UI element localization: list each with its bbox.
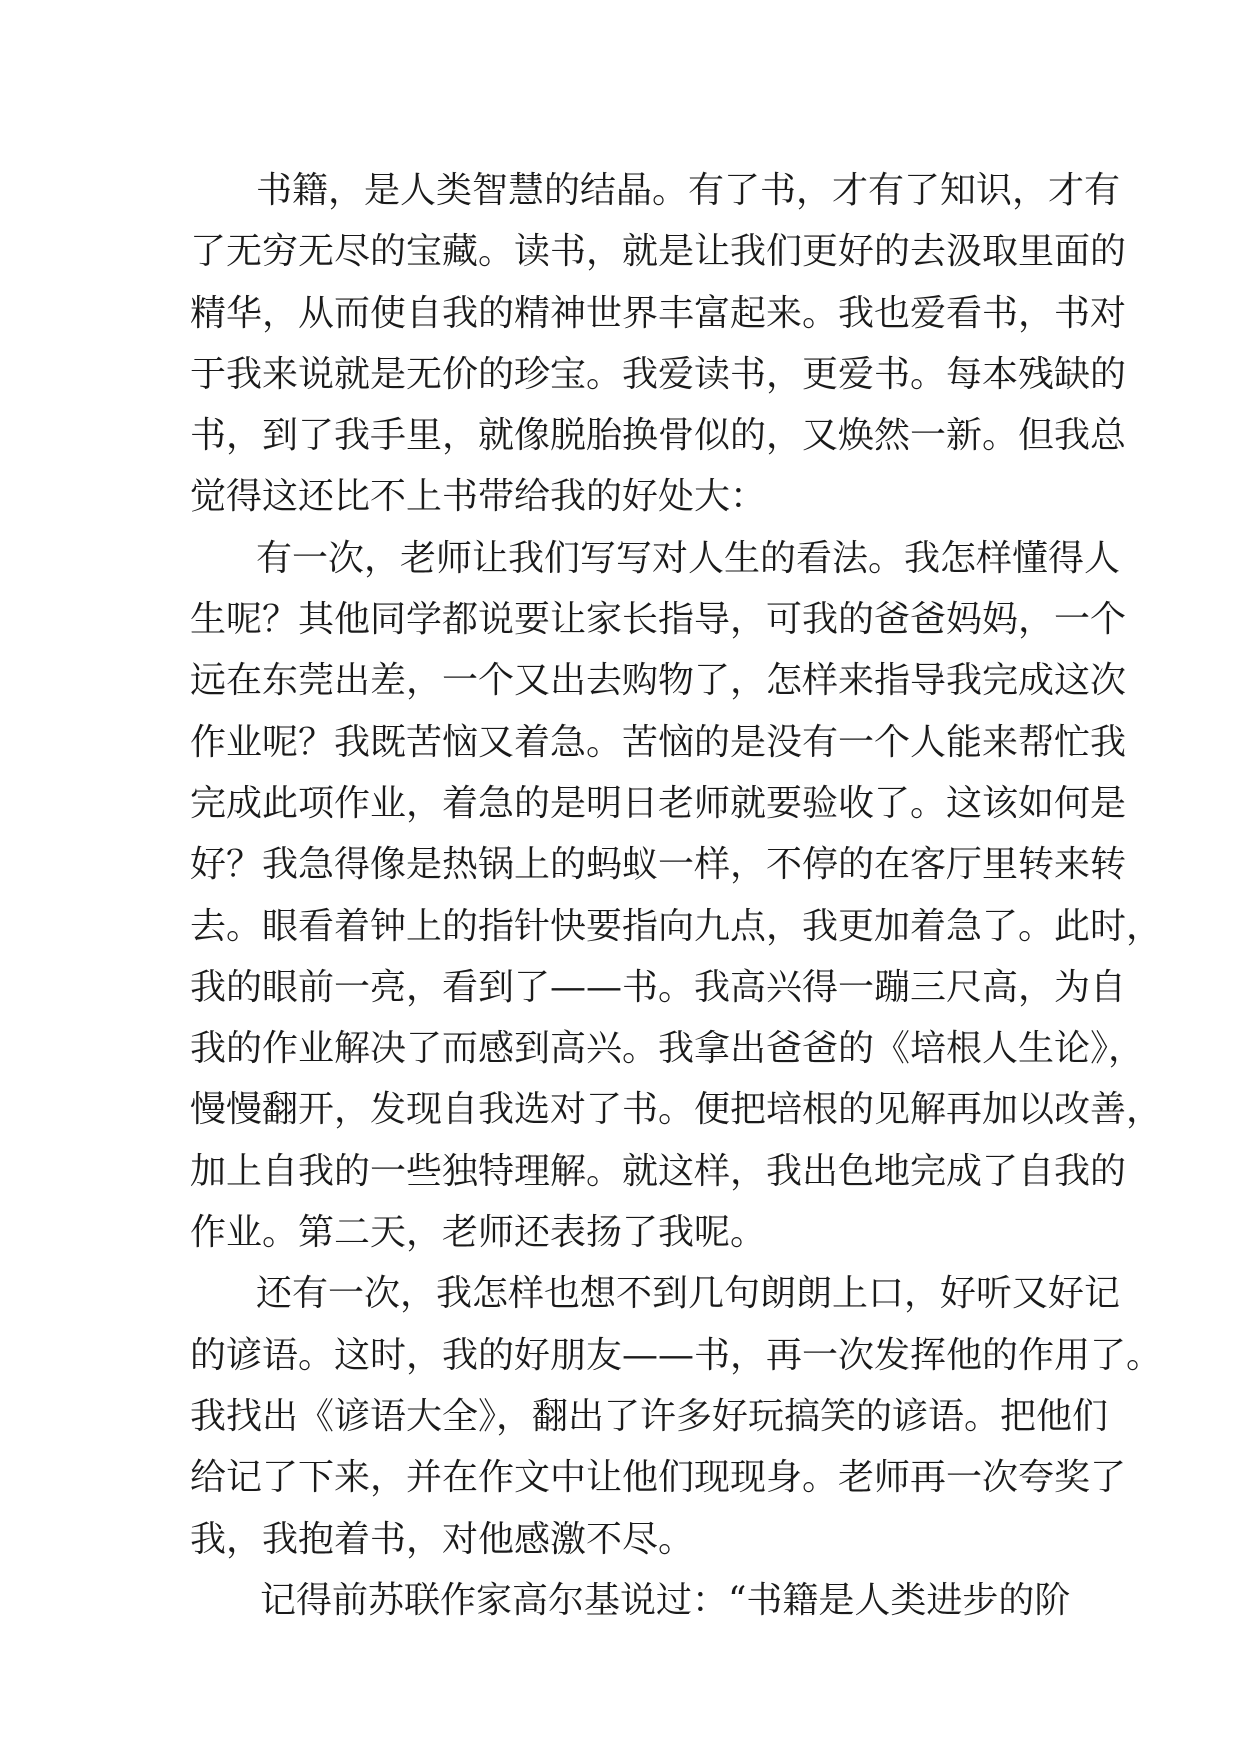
text-line: 精华，从而使自我的精神世界丰富起来。我也爱看书，书对 (190, 292, 1127, 334)
text-line: 于我来说就是无价的珍宝。我爱读书，更爱书。每本残缺的 (190, 353, 1127, 395)
text-line: 我的作业解决了而感到高兴。我拿出爸爸的《培根人生论》， (190, 1028, 1145, 1070)
text-line: 生呢？其他同学都说要让家长指导，可我的爸爸妈妈，一个 (190, 599, 1127, 641)
text-line: 我的眼前一亮，看到了——书。我高兴得一蹦三尺高，为自 (190, 966, 1127, 1008)
text-line: 远在东莞出差，一个又出去购物了，怎样来指导我完成这次 (190, 660, 1127, 702)
text-line: 去。眼看着钟上的指针快要指向九点，我更加着急了。此时， (190, 905, 1163, 947)
text-line: 加上自我的一些独特理解。就这样，我出色地完成了自我的 (190, 1150, 1127, 1192)
text-line: 了无穷无尽的宝藏。读书，就是让我们更好的去汲取里面的 (190, 231, 1127, 273)
text-line: 完成此项作业，着急的是明日老师就要验收了。这该如何是 (190, 782, 1127, 824)
text-line: 还有一次，我怎样也想不到几句朗朗上口，好听又好记 (256, 1273, 1121, 1315)
text-line: 作业呢？我既苦恼又着急。苦恼的是没有一个人能来帮忙我 (190, 721, 1127, 763)
text-line: 记得前苏联作家高尔基说过：“书籍是人类进步的阶 (260, 1579, 1071, 1621)
text-line: 慢慢翻开，发现自我选对了书。便把培根的见解再加以改善， (190, 1089, 1163, 1131)
text-line: 好？我急得像是热锅上的蚂蚁一样，不停的在客厅里转来转 (190, 844, 1127, 886)
text-line: 我，我抱着书，对他感激不尽。 (190, 1518, 695, 1560)
text-line: 的谚语。这时，我的好朋友——书，再一次发挥他的作用了。 (190, 1334, 1163, 1376)
paragraph-3 (190, 1263, 1163, 1569)
text-line: 我找出《谚语大全》，翻出了许多好玩搞笑的谚语。把他们 (190, 1395, 1109, 1437)
paragraph-4 (190, 1570, 1071, 1631)
document-body (190, 160, 1163, 1631)
paragraph-1 (190, 160, 1127, 528)
text-line: 有一次，老师让我们写写对人生的看法。我怎样懂得人 (256, 537, 1121, 579)
text-line: 觉得这还比不上书带给我的好处大： (190, 476, 767, 518)
text-line: 书，到了我手里，就像脱胎换骨似的，又焕然一新。但我总 (190, 415, 1127, 457)
text-line: 给记了下来，并在作文中让他们现现身。老师再一次夸奖了 (190, 1457, 1127, 1499)
paragraph-2 (190, 528, 1163, 1264)
text-line: 作业。第二天，老师还表扬了我呢。 (190, 1212, 767, 1254)
text-line: 书籍，是人类智慧的结晶。有了书，才有了知识，才有 (256, 170, 1121, 211)
